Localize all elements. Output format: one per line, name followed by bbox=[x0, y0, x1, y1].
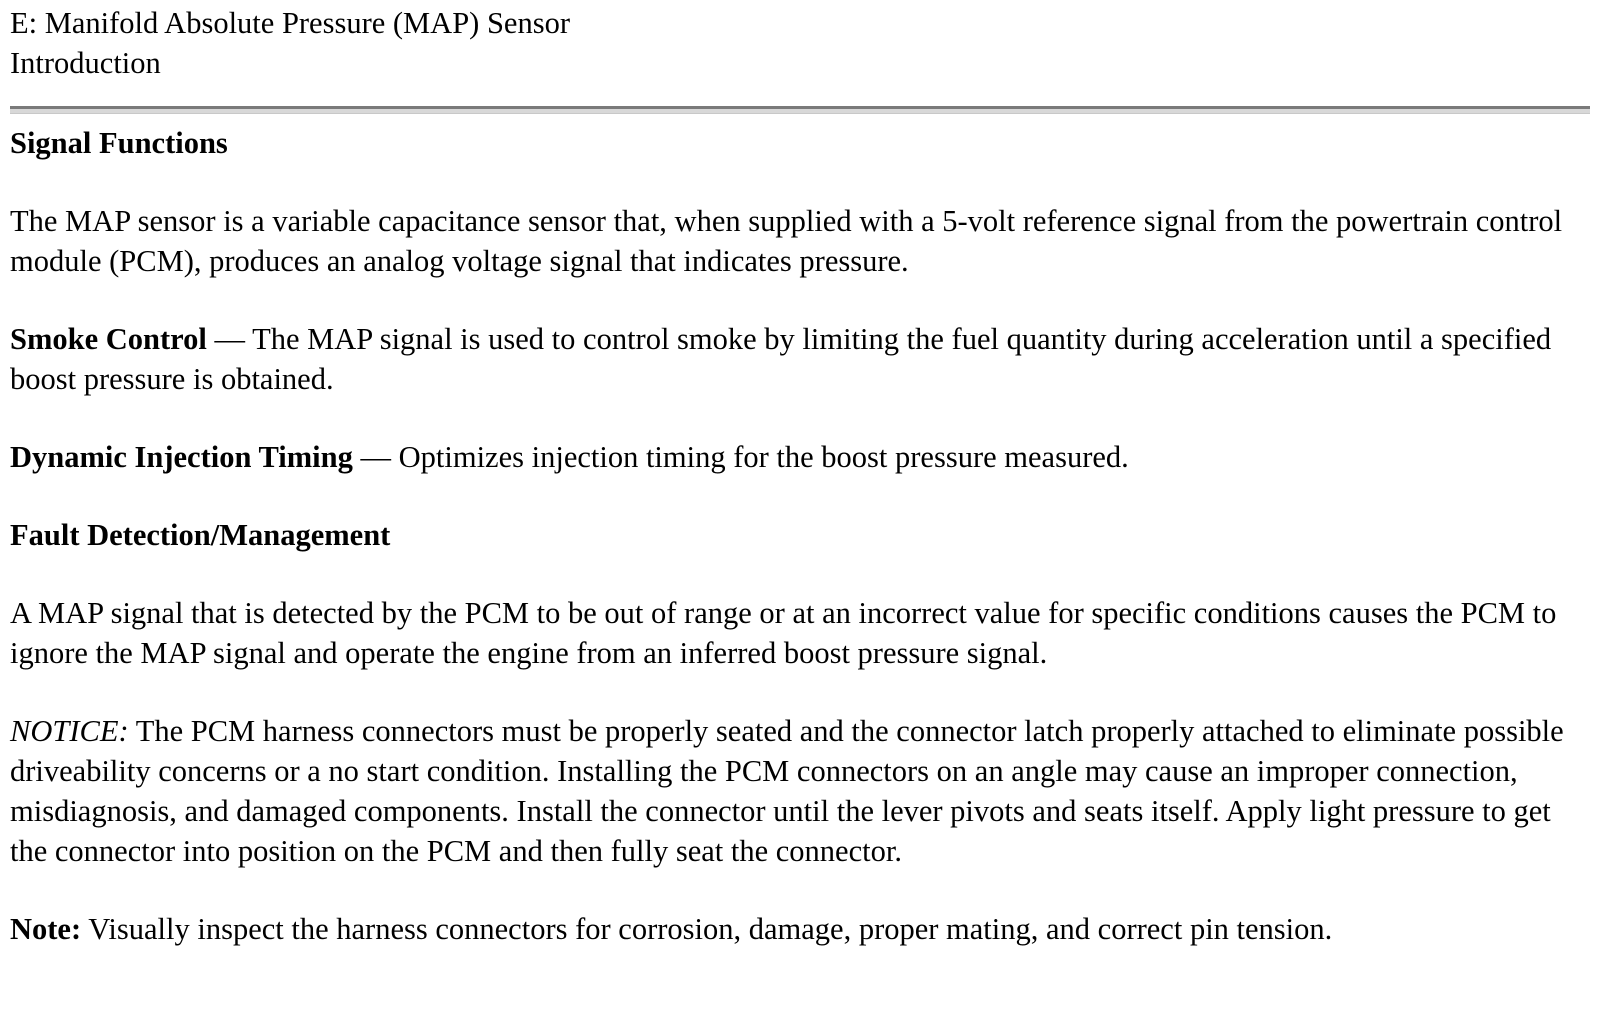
fault-detection-text: A MAP signal that is detected by the PCM to be out of range or at an incorrect value for specific conditions causes the PCM to ignore the MAP signal and operate the engine from an inferred boost pressure signal. bbox=[10, 596, 1557, 670]
note-label: Note: bbox=[10, 912, 82, 946]
fault-detection-heading: Fault Detection/Management bbox=[10, 518, 391, 552]
smoke-control-separator: — bbox=[206, 322, 253, 356]
document-subtitle: Introduction bbox=[10, 46, 161, 80]
smoke-control-paragraph bbox=[10, 319, 1590, 399]
dynamic-injection-text: Optimizes injection timing for the boost pressure measured. bbox=[398, 440, 1129, 474]
signal-functions-intro: The MAP sensor is a variable capacitance sensor that, when supplied with a 5-volt reference signal from the powertrain control module (PCM), produces an analog voltage signal that indicates pressure. bbox=[10, 204, 1563, 278]
dynamic-injection-separator: — bbox=[352, 440, 399, 474]
notice-label: NOTICE: bbox=[10, 714, 129, 748]
notice-paragraph bbox=[10, 711, 1590, 871]
dynamic-injection-label: Dynamic Injection Timing bbox=[10, 440, 353, 474]
signal-functions-heading: Signal Functions bbox=[10, 126, 228, 160]
smoke-control-text: The MAP signal is used to control smoke by limiting the fuel quantity during acceleration until a specified boost pressure is obtained. bbox=[10, 322, 1552, 396]
horizontal-rule bbox=[10, 106, 1590, 114]
note-paragraph bbox=[10, 909, 1590, 949]
notice-text: The PCM harness connectors must be properly seated and the connector latch properly attached to eliminate possible driveability concerns or a no start condition. Installing the PCM connectors on an angle may cause an improper connection, misdiagnosis, and damaged components. Install the connector until the lever pivots and seats itself. Apply light pressure to get the connector into position on the PCM and then fully seat the connector. bbox=[10, 714, 1564, 868]
smoke-control-label: Smoke Control bbox=[10, 322, 207, 356]
dynamic-injection-paragraph bbox=[10, 437, 1590, 477]
note-text: Visually inspect the harness connectors for corrosion, damage, proper mating, and correct pin tension. bbox=[81, 912, 1333, 946]
document-title: E: Manifold Absolute Pressure (MAP) Sensor bbox=[10, 6, 570, 40]
